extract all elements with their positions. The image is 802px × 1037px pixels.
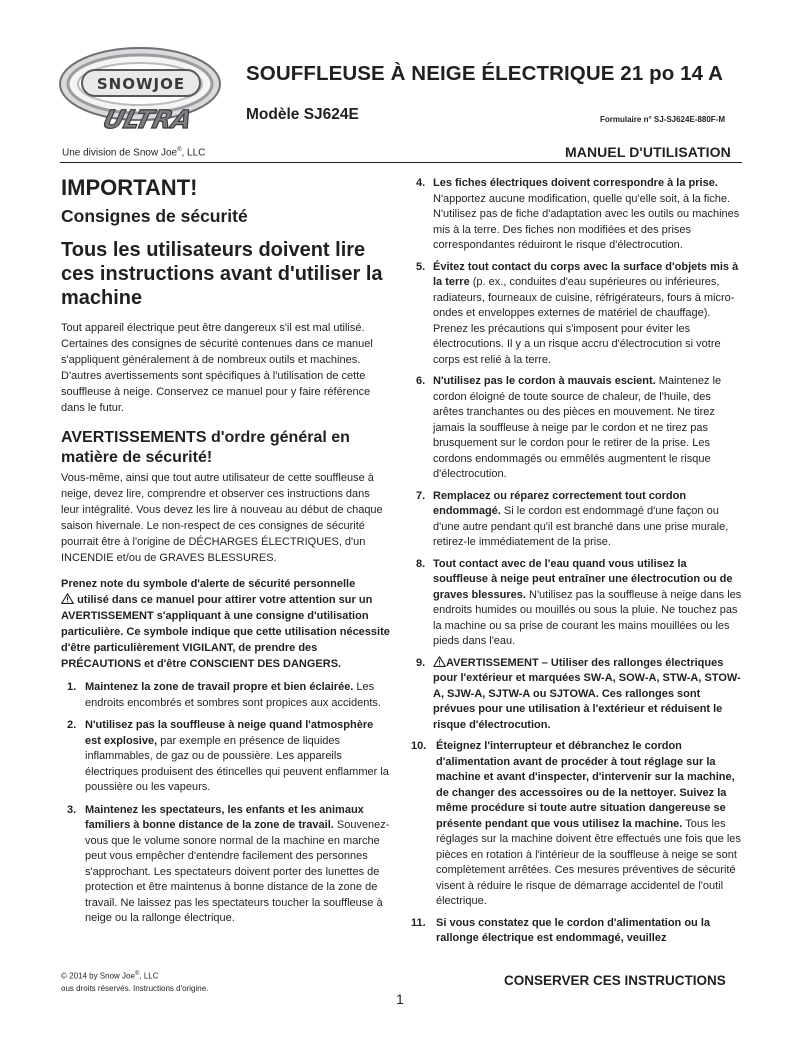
division-text: Une division de Snow Joe®, LLC [62,147,206,159]
list-item: 5. Évitez tout contact du corps avec la surface d'objets mis à la terre (p. ex., conduites d'eau supérieures ou inférieures, radiateurs, fourneaux de cuisine, réfrigérateurs, fours à micro-ondes et enveloppes externes de matériel de chauffage). Prenez les précautions qui s'imposent pour éviter les électrocutions. Il y a un risque accru d'électrocution si votre corps est relié à la terre. [416,260,739,366]
safety-alert-icon [61,593,74,604]
list-item: 6. N'utilisez pas le cordon à mauvais escient. Maintenez le cordon éloigné de toute source de chaleur, de l'huile, des arêtes tranchantes ou des pièces en mouvement. Ne tirez jamais la souffleuse à neige par le cordon et ne tirez pas brusquement sur le cordon pour le retirer de la prise. Les cordons endommagés ou emmêlés augmentent le risque d'électrocution. [416,375,722,480]
list-item: 11. Si vous constatez que le cordon d'alimentation ou la rallonge électrique est endommagé, veuillez [411,916,710,944]
read-instructions-heading: Tous les utilisateurs doivent lire ces instructions avant d'utiliser la machine [61,239,383,309]
safety-list-right [411,176,744,947]
list-item: 3. Maintenez les spectateurs, les enfants et les animaux familiers à bonne distance de la zone de travail. Souvenez-vous que le volume sonore normal de la machine en marche peut vous empêcher d'entendre facilement des personnes s'approchant. Les spectateurs doivent porter des lunettes de protection et être maintenus à bonne distance de la zone de travail. Ne laissez pas les spectateurs toucher la souffleuse à neige ou la rallonge électrique. [67,803,390,924]
svg-text:SNOWJOE: SNOWJOE [96,75,186,93]
page-number: 1 [396,991,404,1007]
list-item: 4. Les fiches électriques doivent correspondre à la prise. N'apportez aucune modification, quelle qu'elle soit, à la fiche. N'utilisez pas de fiche d'adaptation avec les outils ou machines mis à la terre. Des fiches non modifiées et des prises correspondantes réduiront le risque d'électrocution. [416,177,740,251]
svg-text:ULTRA: ULTRA [100,104,196,134]
safety-symbol-note: Prenez note du symbole d'alerte de sécurité personnelle utilisé dans ce manuel pour attirer votre attention sur un AVERTISSEMENT s'appliquant à une consigne d'utilisation particulière. Ce symbole indique que cette utilisation nécessite d'être particulièrement VIGILANT, de prendre des PRÉCAUTIONS et d'être CONSCIENT DES DANGERS. [61,578,390,670]
snowjoe-ultra-logo [58,46,223,144]
intro-paragraph: Tout appareil électrique peut être dangereux s'il est mal utilisé. Certaines des consignes de sécurité contenues dans ce manuel s'appliquent généralement à de nombreux outils et machines. D'autres avertissements sont spécifiques à l'utilisation de cette souffleuse à neige. Conservez ce manuel pour y faire référence dans le futur. [61,322,373,414]
model-number: Modèle SJ624E [246,106,359,123]
general-warnings-text: Vous-même, ainsi que tout autre utilisateur de cette souffleuse à neige, devez lire, comprendre et observer ces instructions dans leur intégralité. Vous devez les lire à nouveau au début de chaque saison hivernale. Le non-respect de ces consignes de sécurité pourrait être à l'origine de DÉCHARGES ÉLECTRIQUES, d'un INCENDIE et/ou de GRAVES BLESSURES. [61,472,383,564]
form-number: Formulaire n° SJ-SJ624E-880F-M [600,115,726,124]
manual-label: MANUEL D'UTILISATION [565,144,731,160]
list-item: 1. Maintenez la zone de travail propre et bien éclairée. Les endroits encombrés et sombres sont propices aux accidents. [67,681,381,709]
list-item: 2. N'utilisez pas la souffleuse à neige quand l'atmosphère est explosive, par exemple en présence de liquides inflammables, de gaz ou de poussière. Les appareils électriques produisent des étincelles qui peuvent enflammer la poussière ou les vapeurs. [67,719,389,793]
warning-alert-icon [433,656,446,667]
list-item: 9. AVERTISSEMENT – Utiliser des rallonges électriques pour l'extérieur et marquées SW-A, SOW-A, STW-A, STOW-A, SJW-A, SJTW-A ou SJTOWA. Ces rallonges sont prévues pour une utilisation à l'extérieur et réduisent le risque d'électrocution. [416,656,741,731]
registered-mark: ® [177,147,182,153]
document-title: SOUFFLEUSE À NEIGE ÉLECTRIQUE 21 po 14 A [246,62,724,85]
safety-list-left [61,680,391,927]
right-column [411,176,744,953]
safety-subtitle: Consignes de sécurité [61,206,248,226]
header-divider [60,162,742,163]
save-instructions-label: CONSERVER CES INSTRUCTIONS [504,973,726,988]
list-item: 10. Éteignez l'interrupteur et débranchez le cordon d'alimentation avant de procéder à tout réglage sur la machine et avant d'inspecter, d'intervenir sur la machine, de changer des accessoires ou de la nettoyer. Suivez la même procédure si toute autre situation dangereuse se présente pendant que vous utilisez la machine. Tous les réglages sur la machine doivent être effectués une fois que les pièces en rotation à l'intérieur de la souffleuse à neige se sont complètement arrêtées. Ces mesures préventives de sécurité visent à réduire le risque de démarrage accidentel de l'outil électrique. [411,740,741,907]
list-item: 8. Tout contact avec de l'eau quand vous utilisez la souffleuse à neige peut entraîner une électrocution ou de graves blessures. N'utilisez pas la souffleuse à neige dans les endroits humides ou mouillés ou sous la pluie. Ne touchez pas la machine ou sa prise de courant les mains mouillées ou les pieds dans l'eau. [416,557,742,647]
general-warnings-heading: AVERTISSEMENTS d'ordre général en matière de sécurité! [61,429,350,466]
important-heading: IMPORTANT! [61,175,198,200]
left-column [61,174,391,934]
list-item: 7. Remplacez ou réparez correctement tout cordon endommagé. Si le cordon est endommagé d'une façon ou d'une autre pendant qu'il est branché dans une prise murale, retirez-le immédiatement de la prise. [416,489,729,548]
copyright-notice: © 2014 by Snow Joe®, LLC ous droits réservés. Instructions d'origine. [61,971,209,993]
